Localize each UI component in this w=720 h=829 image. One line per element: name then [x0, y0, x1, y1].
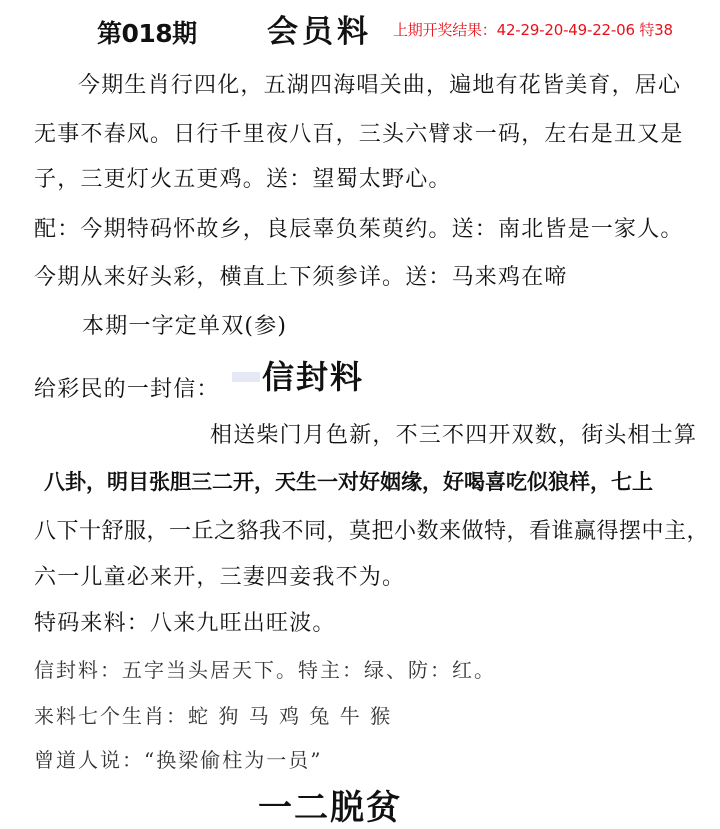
letter-title: 信封料 [262, 358, 365, 396]
member-line-6: 本期一字定单双(参) [82, 314, 288, 339]
page-title: 会员料 [267, 14, 372, 50]
smudge-mark [232, 372, 260, 382]
letter-line-4: 六一儿童必来开，三妻四妾我不为。 [34, 565, 406, 590]
letter-line-2: 八卦，明目张胆三二开，天生一对好姻缘，好喝喜吃似狼样，七上 [44, 470, 653, 494]
member-line-5: 今期从来好头彩，横直上下须参详。送：马来鸡在啼 [34, 265, 568, 290]
footer-title: 一二脱贫 [258, 788, 402, 828]
zodiac-list-line: 来料七个生肖：蛇 狗 马 鸡 兔 牛 猴 [34, 704, 393, 728]
letter-intro: 给彩民的一封信： [34, 377, 220, 402]
member-line-2: 无事不春风。日行千里夜八百，三头六臂求一码，左右是丑又是 [34, 122, 684, 147]
last-draw-result: 上期开奖结果：42-29-20-49-22-06 特38 [393, 21, 673, 39]
member-line-4: 配：今期特码怀故乡，良辰辜负茱萸约。送：南北皆是一家人。 [34, 217, 684, 242]
member-line-3: 子，三更灯火五更鸡。送：望蜀太野心。 [34, 167, 452, 192]
envelope-clue-line: 信封料：五字当头居天下。特主：绿、防：红。 [34, 658, 496, 682]
member-line-1: 今期生肖行四化，五湖四海唱关曲，遍地有花皆美育，居心 [78, 73, 682, 98]
letter-line-3: 八下十舒服，一丘之貉我不同，莫把小数来做特，看谁赢得摆中主， [34, 519, 710, 544]
special-code-line: 特码来料：八来九旺出旺波。 [34, 611, 336, 636]
daoren-saying-line: 曾道人说：“换梁偷柱为一员” [34, 748, 323, 772]
letter-line-1: 相送柴门月色新，不三不四开双数，街头相士算 [210, 423, 698, 448]
issue-number: 第018期 [97, 19, 197, 48]
